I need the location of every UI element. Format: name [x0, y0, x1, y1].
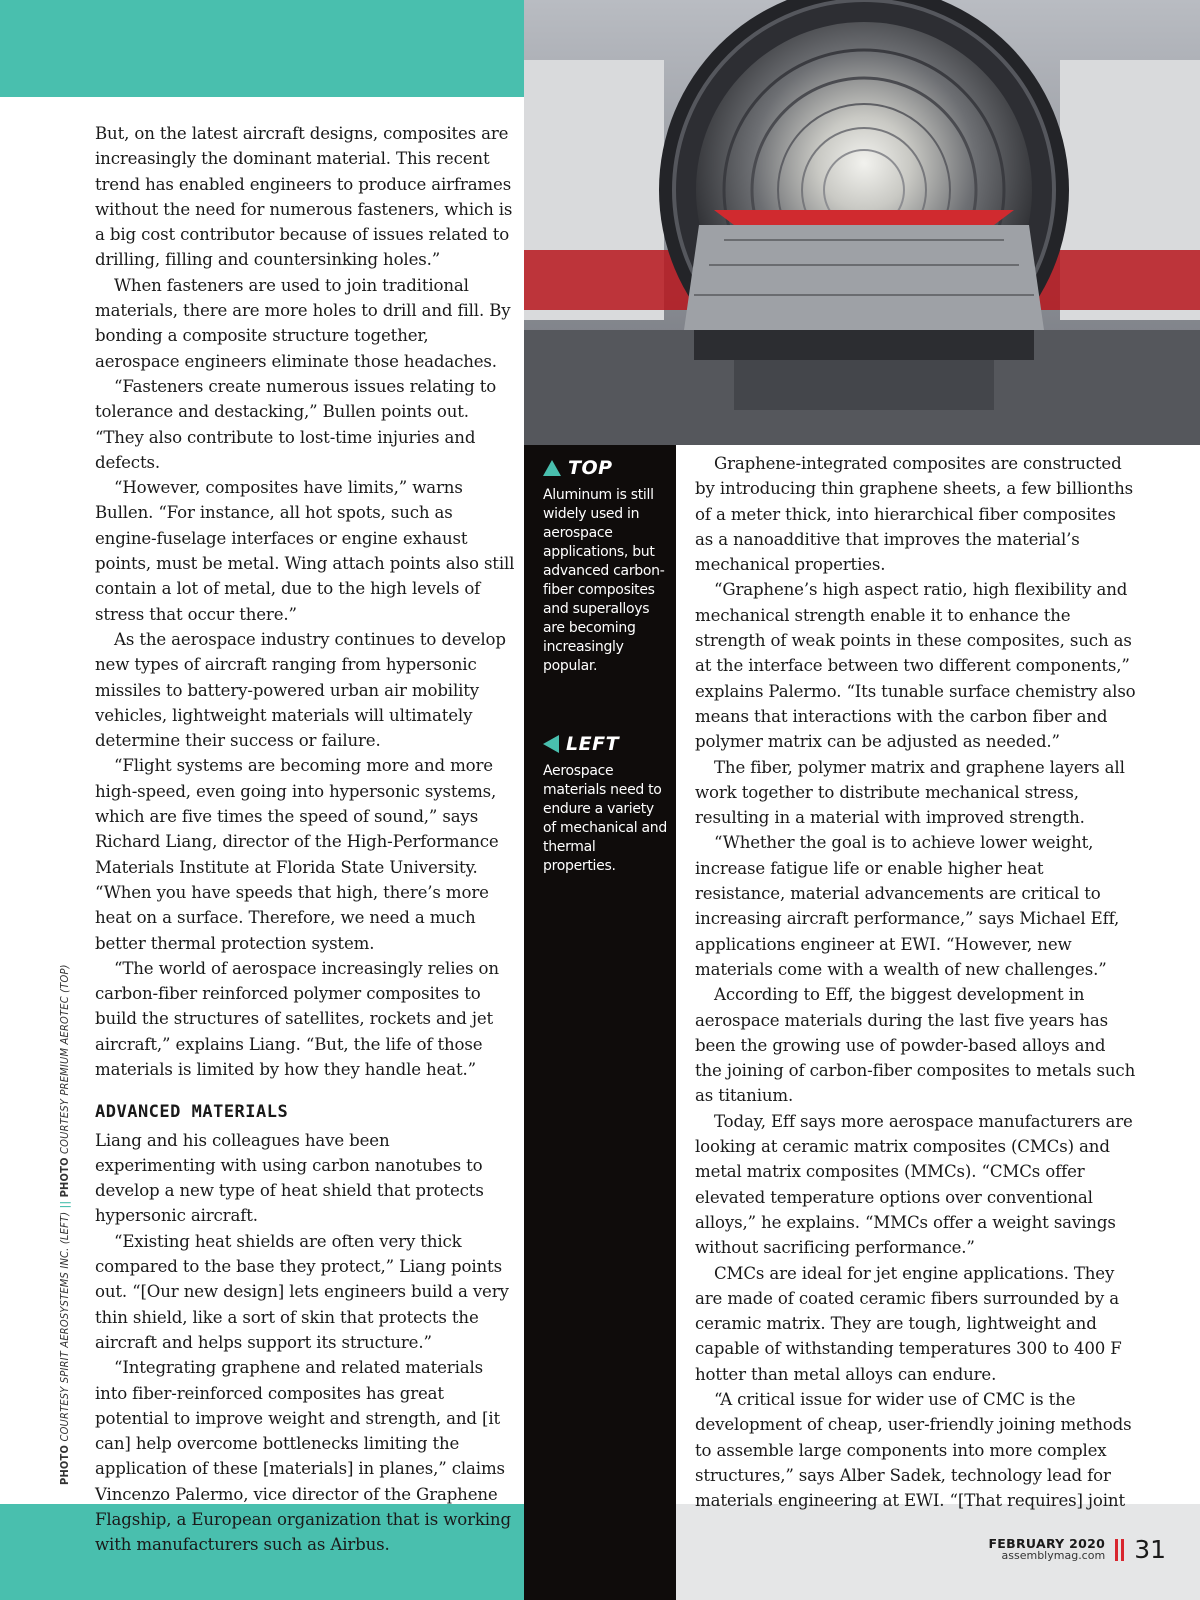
right-paragraph-2: “Graphene’s high aspect ratio, high flexibility and mechanical strength enable it to enhance the strength of weak points in these composites, such as at the interface between two different components,” explains Palermo. “Its tunable surface chemistry also means that interactions with the carbon fiber and polymer matrix can be adjusted as needed.”: [695, 580, 1136, 752]
left-text-column: [95, 121, 515, 1558]
left-paragraph-9: “Existing heat shields are often very thick compared to the base they protect,” Liang points out. “[Our new design] lets engineers build a very thin shield, like a sort of skin that protects the aircraft and helps support its structure.”: [95, 1231, 509, 1352]
arrow-up-icon: [543, 460, 561, 476]
caption-top-label: TOP: [568, 457, 613, 479]
folio-text: [988, 1535, 1106, 1562]
caption-left: [543, 733, 668, 876]
right-paragraph-6: Today, Eff says more aerospace manufacturers are looking at ceramic matrix composites (CMCs) and metal matrix composites (MMCs). “CMCs offer elevated temperature options over conventional alloys,” he explains. “MMCs offer a weight savings without sacrificing performance.”: [695, 1111, 1133, 1258]
left-paragraph-10: “Integrating graphene and related materials into fiber-reinforced composites has great potential to improve weight and strength, and [it can] help overcome bottlenecks limiting the application of these [materials] in planes,” claims Vincenzo Palermo, vice director of the Graphene Flagship, a European organization that is working with manufacturers such as Airbus.: [95, 1358, 511, 1555]
left-paragraph-2: When fasteners are used to join traditional materials, there are more holes to drill and fill. By bonding a composite structure together, aerospace engineers eliminate those headaches.: [95, 275, 511, 371]
right-text-column: [695, 451, 1137, 1513]
right-paragraph-1: Graphene-integrated composites are constructed by introducing thin graphene sheets, a few billionths of a meter thick, into hierarchical fiber composites as a nanoadditive that improves the material’s mechanical properties.: [695, 454, 1133, 575]
credit-photo1-label: PHOTO: [58, 1444, 71, 1485]
caption-left-head: [543, 733, 668, 755]
credit-photo1-text: COURTESY SPIRIT AEROSYSTEMS INC. (LEFT): [58, 1211, 71, 1442]
credit-photo2-label: PHOTO: [58, 1157, 71, 1198]
right-paragraph-4: “Whether the goal is to achieve lower weight, increase fatigue life or enable higher heat resistance, material advancements are critical to increasing aircraft performance,” says Michael Eff, applications engineer at EWI. “However, new materials come with a wealth of new challenges.”: [695, 833, 1120, 979]
right-paragraph-5: According to Eff, the biggest development in aerospace materials during the last five years has been the growing use of powder-based alloys and the joining of carbon-fiber composites to metals such as titanium.: [695, 985, 1136, 1106]
left-paragraph-1: But, on the latest aircraft designs, composites are increasingly the dominant material. This recent trend has enabled engineers to produce airframes without the need for numerous fasteners, which is a big cost contributor because of issues related to drilling, filling and countersinking holes.”: [95, 124, 513, 270]
right-paragraph-7: CMCs are ideal for jet engine applications. They are made of coated ceramic fibers surrounded by a ceramic matrix. They are tough, lightweight and capable of withstanding temperatures 300 to 400 F hotter than metal alloys can endure.: [695, 1263, 1122, 1384]
folio-bars-icon: [1115, 1539, 1124, 1561]
credit-separator: ||: [58, 1200, 71, 1209]
left-paragraph-5: As the aerospace industry continues to develop new types of aircraft ranging from hypersonic missiles to battery-powered urban air mobility vehicles, lightweight materials will ultimately determine their success or failure.: [95, 629, 506, 751]
left-paragraph-3: “Fasteners create numerous issues relating to tolerance and destacking,” Bullen points out. “They also contribute to lost-time injuries and defects.: [95, 376, 497, 472]
caption-left-label: LEFT: [566, 733, 620, 755]
folio-month: FEBRUARY 2020: [988, 1535, 1106, 1551]
page-number: 31: [1134, 1535, 1166, 1564]
caption-left-text: Aerospace materials need to endure a variety of mechanical and thermal properties.: [543, 763, 667, 874]
teal-top-band: [0, 0, 524, 97]
left-paragraph-6: “Flight systems are becoming more and more high-speed, even going into hypersonic systems, which are five times the speed of sound,” says Richard Liang, director of the High-Performance Materials Institute at Florida State University. “When you have speeds that high, there’s more heat on a surface. Therefore, we need a much better thermal protection system.: [95, 756, 499, 953]
fuselage-photo: [524, 0, 1200, 445]
arrow-left-icon: [543, 735, 559, 753]
left-paragraph-7: “The world of aerospace increasingly relies on carbon-fiber reinforced polymer composites to build the structures of satellites, rockets and jet aircraft,” explains Liang. “But, the life of those materials is limited by how they handle heat.”: [95, 958, 499, 1079]
right-paragraph-8: “A critical issue for wider use of CMC is the development of cheap, user-friendly joining methods to assemble large components into more complex structures,” says Alber Sadek, technology lead for materials engineering at EWI. “[That requires] joint: [695, 1389, 1132, 1511]
section-subhead: ADVANCED MATERIALS: [95, 1102, 289, 1123]
caption-top: [543, 457, 668, 676]
folio: [988, 1535, 1166, 1564]
right-paragraph-3: The fiber, polymer matrix and graphene layers all work together to distribute mechanical stress, resulting in a material with improved strength.: [695, 757, 1125, 828]
folio-site: assemblymag.com: [1001, 1548, 1106, 1562]
caption-top-text: Aluminum is still widely used in aerospace applications, but advanced carbon-fiber composites and superalloys are becoming increasingly popular.: [543, 487, 665, 674]
left-paragraph-4: “However, composites have limits,” warns Bullen. “For instance, all hot spots, such as engine-fuselage interfaces or engine exhaust points, must be metal. Wing attach points also still contain a lot of metal, due to the high levels of stress that occur there.”: [95, 478, 515, 624]
credit-photo2-text: COURTESY PREMIUM AEROTEC (TOP): [58, 964, 71, 1154]
caption-top-head: [543, 457, 668, 479]
left-paragraph-8: Liang and his colleagues have been experimenting with using carbon nanotubes to develop a new type of heat shield that protects hypersonic aircraft.: [95, 1130, 484, 1226]
photo-credit: [58, 964, 71, 1485]
